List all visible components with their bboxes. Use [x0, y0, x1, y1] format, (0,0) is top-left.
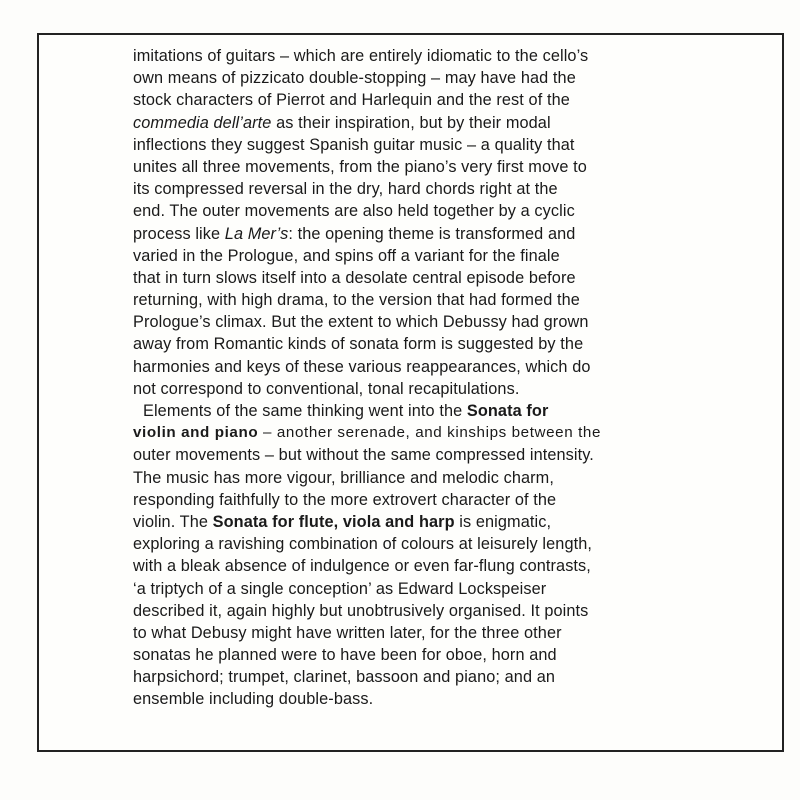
text-segment: ‘a triptych of a single conception’ as Edward Lockspeiser	[133, 579, 547, 598]
bold-work-title: violin and piano	[133, 424, 259, 442]
text-segment: – another serenade, and kinships between the	[258, 424, 601, 442]
text-line	[133, 245, 723, 267]
text-segment: imitations of guitars – which are entirely idiomatic to the cello’s	[133, 47, 589, 65]
text-line	[133, 533, 723, 555]
paragraph-1	[133, 45, 723, 400]
text-segment: harpsichord; trumpet, clarinet, bassoon and piano; and an	[133, 668, 556, 687]
text-segment: away from Romantic kinds of sonata form is suggested by the	[133, 335, 584, 354]
text-segment: varied in the Prologue, and spins off a variant for the finale	[133, 246, 560, 265]
text-line	[133, 378, 723, 400]
text-line	[133, 511, 723, 533]
text-segment: as their inspiration, but by their modal	[271, 113, 551, 132]
text-line	[133, 200, 723, 222]
text-segment: Prologue’s climax. But the extent to which Debussy had grown	[133, 313, 589, 332]
text-line	[133, 422, 723, 444]
text-line	[133, 622, 723, 644]
text-line	[133, 223, 723, 245]
text-line	[133, 67, 723, 89]
text-segment: described it, again highly but unobtrusively organised. It points	[133, 601, 589, 620]
text-segment: ensemble including double-bass.	[133, 690, 374, 709]
text-segment: not correspond to conventional, tonal recapitulations.	[133, 379, 520, 398]
text-line	[133, 688, 723, 710]
text-segment: outer movements – but without the same compressed intensity.	[133, 446, 594, 465]
italic-title: La Mer’s	[224, 224, 289, 243]
text-line	[133, 178, 723, 200]
text-segment: end. The outer movements are also held together by a cyclic	[133, 202, 575, 221]
text-line	[133, 578, 723, 600]
text-line	[133, 333, 723, 355]
bold-work-title: Sonata for	[466, 402, 549, 420]
text-line	[133, 89, 723, 111]
text-segment: harmonies and keys of these various reappearances, which do	[133, 357, 591, 376]
text-segment: sonatas he planned were to have been for oboe, horn and	[133, 646, 557, 665]
text-line	[133, 112, 723, 134]
text-line	[133, 311, 723, 333]
text-segment: process like	[133, 224, 225, 243]
italic-title: commedia dell’arte	[133, 113, 272, 132]
text-segment: returning, with high drama, to the version that had formed the	[133, 291, 580, 310]
text-line	[133, 356, 723, 378]
text-segment: is enigmatic,	[454, 512, 552, 531]
text-line	[133, 467, 723, 489]
text-segment: The music has more vigour, brilliance and melodic charm,	[133, 468, 554, 487]
text-segment: Elements of the same thinking went into the	[143, 402, 467, 420]
text-segment: its compressed reversal in the dry, hard chords right at the	[133, 180, 558, 199]
text-line	[133, 555, 723, 577]
text-segment: own means of pizzicato double-stopping – may have had the	[133, 69, 576, 88]
text-segment: exploring a ravishing combination of colours at leisurely length,	[133, 535, 593, 554]
text-line	[133, 400, 723, 422]
text-line	[133, 666, 723, 688]
text-segment: to what Debusy might have written later, for the three other	[133, 623, 562, 642]
text-segment: inflections they suggest Spanish guitar music – a quality that	[133, 135, 575, 154]
text-line	[133, 444, 723, 466]
text-line	[133, 289, 723, 311]
text-segment: with a bleak absence of indulgence or even far-flung contrasts,	[133, 557, 591, 576]
text-segment: stock characters of Pierrot and Harlequin and the rest of the	[133, 91, 570, 110]
essay-text	[133, 45, 723, 711]
text-segment: unites all three movements, from the piano’s very first move to	[133, 157, 587, 176]
text-line	[133, 600, 723, 622]
text-line	[133, 267, 723, 289]
text-line	[133, 489, 723, 511]
bold-work-title: Sonata for flute, viola and harp	[212, 512, 455, 531]
text-segment: : the opening theme is transformed and	[288, 224, 576, 243]
text-line	[133, 644, 723, 666]
text-line	[133, 134, 723, 156]
text-segment: responding faithfully to the more extrovert character of the	[133, 490, 557, 509]
text-line	[133, 45, 723, 67]
paragraph-2	[133, 400, 723, 711]
text-segment: that in turn slows itself into a desolate central episode before	[133, 268, 576, 287]
text-segment: violin. The	[133, 512, 213, 531]
text-line	[133, 156, 723, 178]
